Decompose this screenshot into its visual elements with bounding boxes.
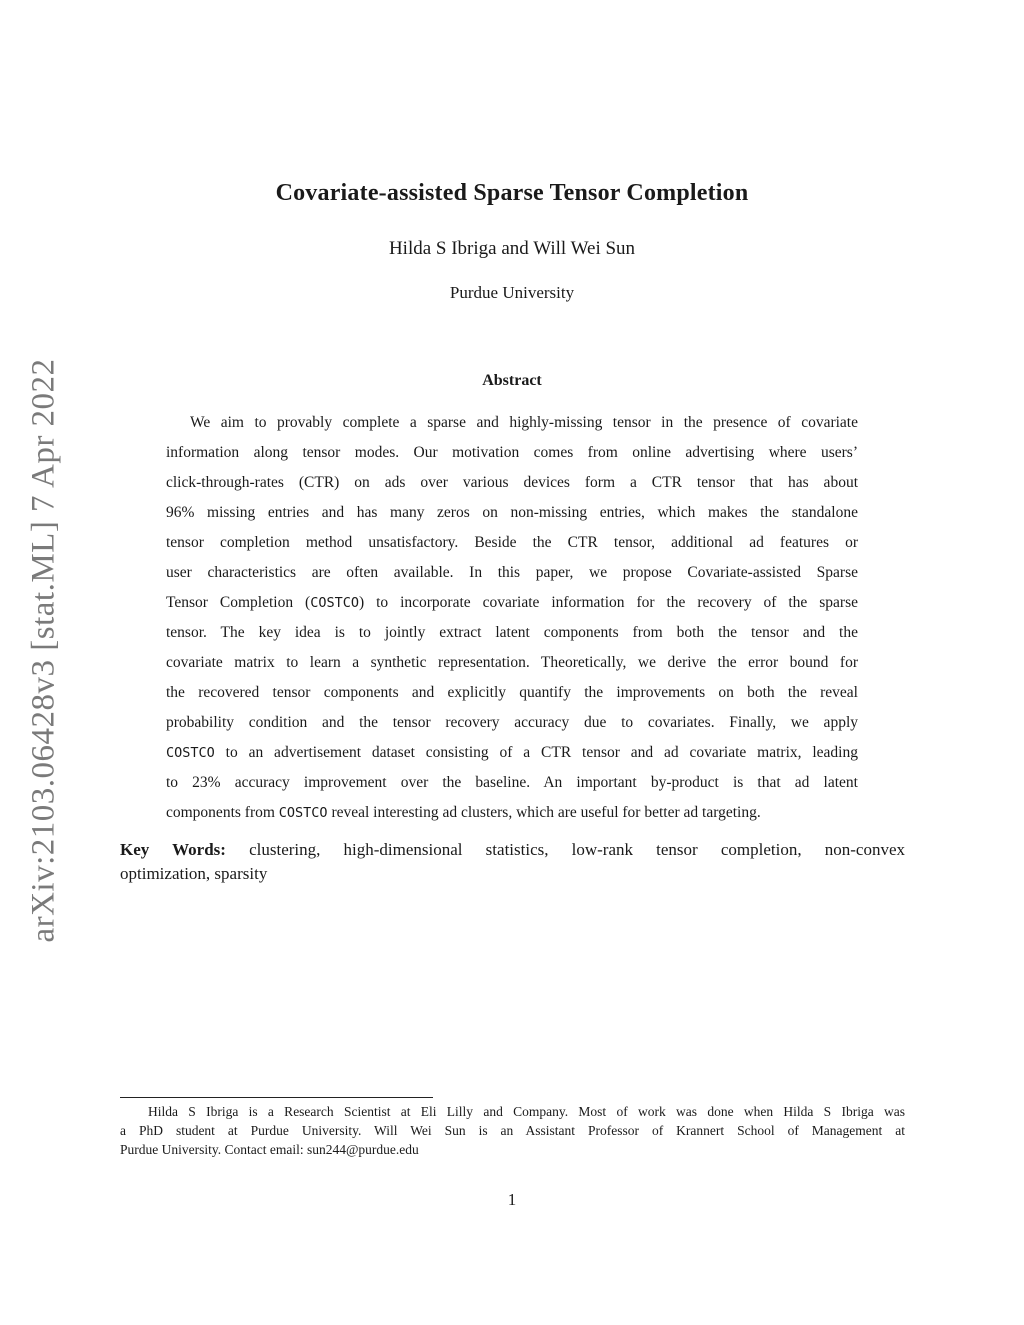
abstract-line: covariate matrix to learn a synthetic representation. Theoretically, we derive the error bound for bbox=[166, 654, 858, 671]
abstract-line: tensor completion method unsatisfactory. Beside the CTR tensor, additional ad features or bbox=[166, 534, 858, 551]
abstract-line: 96% missing entries and has many zeros on non-missing entries, which makes the standalone bbox=[166, 504, 858, 521]
abstract-line: information along tensor modes. Our motivation comes from online advertising where users’ bbox=[166, 444, 858, 461]
keywords-label: Key Words: bbox=[120, 840, 226, 859]
abstract-line: probability condition and the tensor recovery accuracy due to covariates. Finally, we apply bbox=[166, 714, 858, 731]
keywords-line: optimization, sparsity bbox=[120, 864, 268, 883]
footnote-line: a PhD student at Purdue University. Will Wei Sun is an Assistant Professor of Krannert School of Management at bbox=[120, 1123, 905, 1138]
footnote-line: Purdue University. Contact email: sun244@purdue.edu bbox=[120, 1142, 419, 1157]
abstract-line bbox=[166, 588, 858, 618]
abstract-line: the recovered tensor components and explicitly quantify the improvements on both the reveal bbox=[166, 684, 858, 701]
abstract-line: We aim to provably complete a sparse and highly-missing tensor in the presence of covariate bbox=[190, 414, 858, 431]
abstract-text: ) to incorporate covariate information for the recovery of the sparse bbox=[358, 594, 858, 611]
abstract-text: components from bbox=[166, 804, 279, 821]
keywords-section bbox=[120, 838, 905, 886]
abstract-text: to an advertisement dataset consisting of a CTR tensor and ad covariate matrix, leading bbox=[214, 744, 858, 761]
footnote bbox=[120, 1102, 905, 1159]
paper-title: Covariate-assisted Sparse Tensor Completion bbox=[275, 180, 749, 206]
abstract-line: user characteristics are often available. In this paper, we propose Covariate-assisted Sparse bbox=[166, 564, 858, 581]
abstract-line: tensor. The key idea is to jointly extract latent components from both the tensor and the bbox=[166, 624, 858, 641]
abstract-line: click-through-rates (CTR) on ads over various devices form a CTR tensor that has about bbox=[166, 474, 858, 491]
abstract-line: to 23% accuracy improvement over the baseline. An important by-product is that ad latent bbox=[166, 774, 858, 791]
page-number: 1 bbox=[507, 1190, 517, 1209]
abstract-body bbox=[166, 408, 858, 828]
keywords-line bbox=[120, 838, 905, 862]
abstract-text: reveal interesting ad clusters, which are useful for better ad targeting. bbox=[327, 804, 761, 821]
abstract-text: Tensor Completion ( bbox=[166, 594, 311, 611]
method-name: COSTCO bbox=[310, 595, 359, 611]
paper-affiliation: Purdue University bbox=[449, 283, 575, 302]
arxiv-identifier: arXiv:2103.06428v3 [stat.ML] 7 Apr 2022 bbox=[25, 357, 62, 943]
keywords-text: clustering, high-dimensional statistics, low-rank tensor completion, non-convex bbox=[249, 840, 905, 859]
paper-authors: Hilda S Ibriga and Will Wei Sun bbox=[388, 238, 636, 259]
abstract-heading: Abstract bbox=[482, 372, 542, 389]
footnote-line: Hilda S Ibriga is a Research Scientist at Eli Lilly and Company. Most of work was done when Hilda S Ibriga was bbox=[148, 1104, 905, 1119]
method-name: COSTCO bbox=[166, 745, 215, 761]
method-name: COSTCO bbox=[278, 805, 328, 821]
footnote-rule bbox=[120, 1097, 433, 1098]
abstract-line bbox=[166, 738, 858, 768]
abstract-line bbox=[166, 798, 858, 828]
arxiv-sidebar-stamp bbox=[25, 355, 62, 945]
